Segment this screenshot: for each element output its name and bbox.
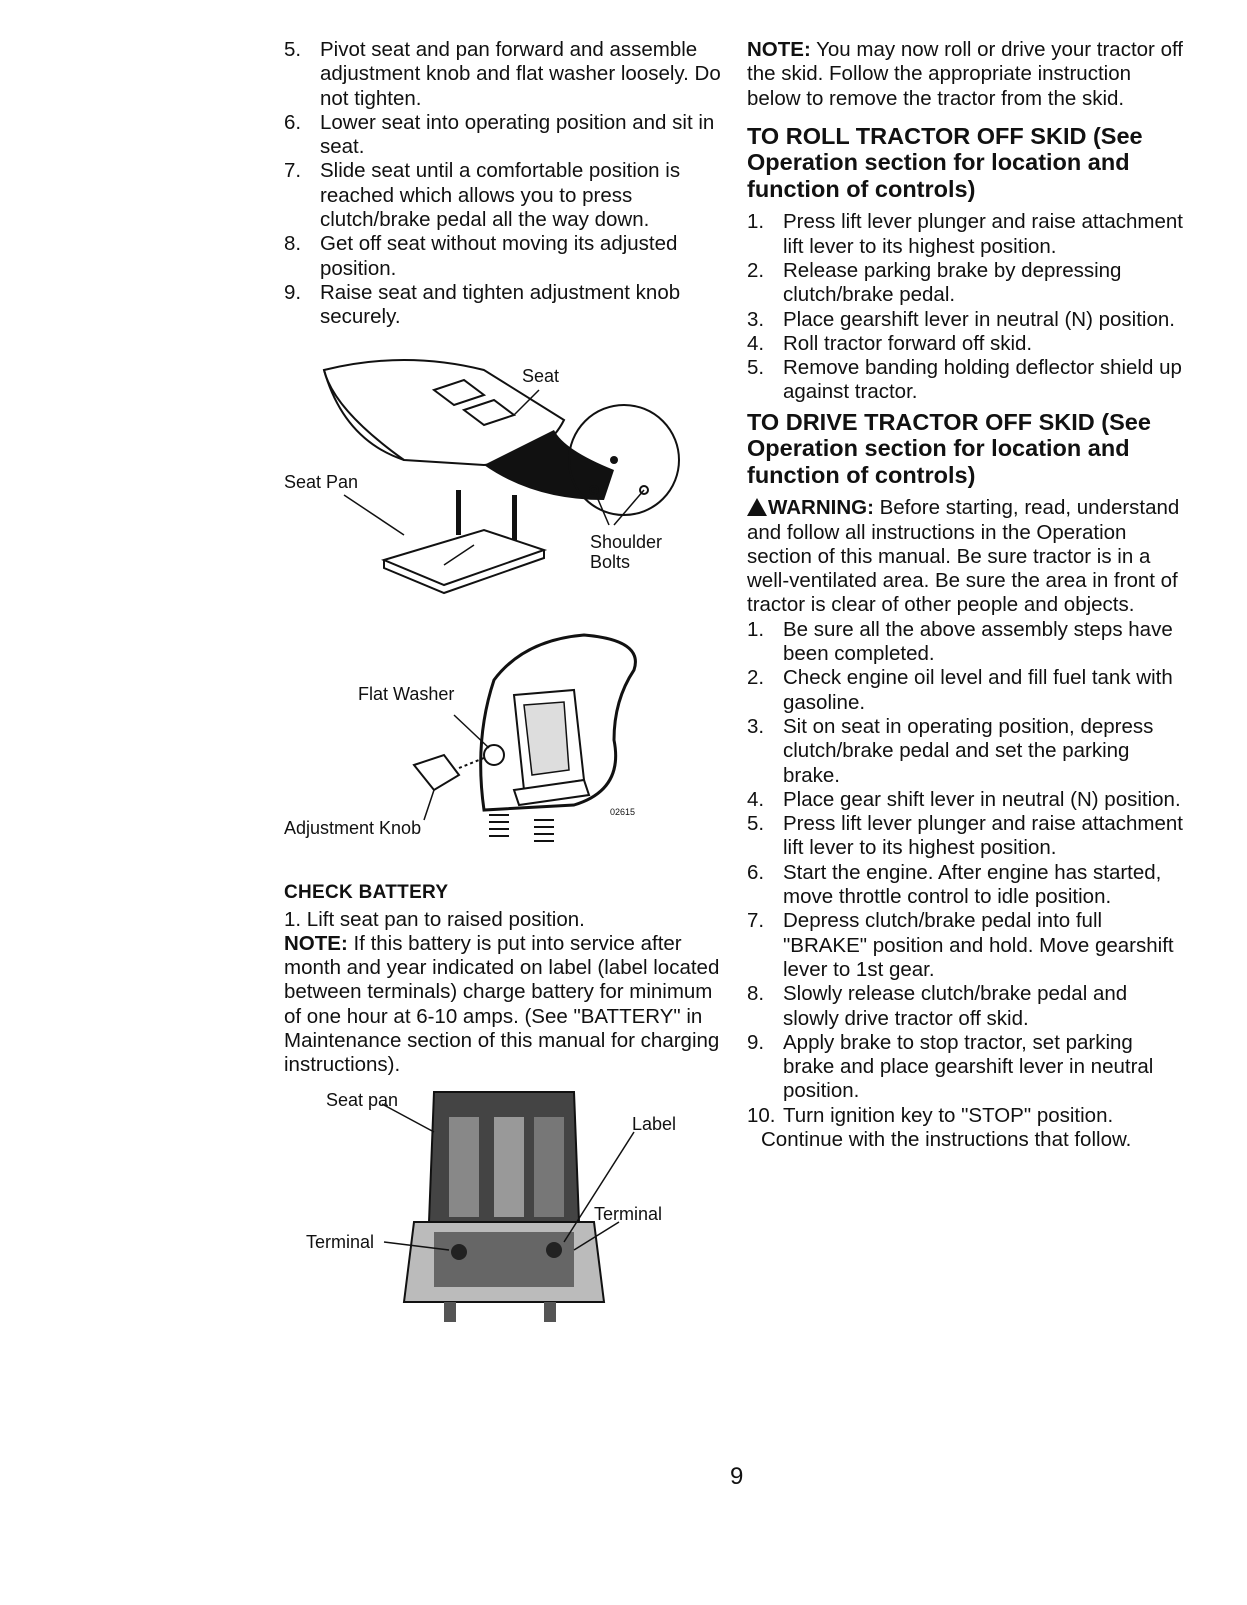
list-item: 7. Slide seat until a comfortable position is reached which allows you to press clutch/brake pedal all the way down. xyxy=(284,159,681,232)
list-item: 1. Be sure all the above assembly steps have been completed. xyxy=(747,617,1173,666)
continue-text: Continue with the instructions that follow. xyxy=(761,1127,1132,1151)
label-adjustment-knob: Adjustment Knob xyxy=(284,817,422,838)
check-battery-section xyxy=(284,882,724,1078)
list-item: 9. Raise seat and tighten adjustment knob securely. xyxy=(284,280,681,329)
list-item: 5. Pivot seat and pan forward and assemble adjustment knob and flat washer loosely. Do not tighten. xyxy=(284,38,721,110)
list-item: 10. Turn ignition key to "STOP" position. xyxy=(747,1103,1114,1127)
roll-off-skid-heading: TO ROLL TRACTOR OFF SKID (See Operation section for location and function of controls) xyxy=(747,122,1143,202)
list-item: 4. Roll tractor forward off skid. xyxy=(747,331,1033,355)
list-item: 8. Get off seat without moving its adjusted position. xyxy=(284,232,678,280)
right-column xyxy=(747,38,1187,1152)
roll-off-skid-steps xyxy=(747,210,1187,404)
check-battery-step: 1. Lift seat pan to raised position. xyxy=(284,907,585,931)
label-shoulder-bolts: Shoulder Bolts xyxy=(590,531,663,572)
label-seat-pan-battery: Seat pan xyxy=(326,1089,399,1110)
skid-note: NOTE: You may now roll or drive your tractor off the skid. Follow the appropriate instruction below to remove the tractor from the skid. xyxy=(747,38,1183,110)
check-battery-heading: CHECK BATTERY xyxy=(284,881,449,903)
label-flat-washer: Flat Washer xyxy=(358,683,455,704)
drive-off-skid-steps xyxy=(747,618,1187,1128)
left-column xyxy=(284,38,724,1332)
adjustment-knob-figure xyxy=(284,620,724,870)
list-item: 6. Start the engine. After engine has started, move throttle control to idle position. xyxy=(747,860,1162,909)
label-terminal-right: Terminal xyxy=(594,1203,663,1224)
figure-code: 02615 xyxy=(610,806,636,817)
label-label: Label xyxy=(632,1113,677,1134)
list-item: 3. Sit on seat in operating position, depress clutch/brake pedal and set the parking brake. xyxy=(747,714,1154,787)
list-item: 2. Release parking brake by depressing clutch/brake pedal. xyxy=(747,258,1122,307)
label-terminal-left: Terminal xyxy=(306,1231,375,1252)
list-item: 1. Press lift lever plunger and raise attachment lift lever to its highest position. xyxy=(747,210,1183,258)
list-item: 8. Slowly release clutch/brake pedal and slowly drive tractor off skid. xyxy=(747,982,1128,1030)
list-item: 5. Press lift lever plunger and raise attachment lift lever to its highest position. xyxy=(747,812,1183,860)
page-number: 9 xyxy=(730,1463,744,1490)
list-item: 3. Place gearshift lever in neutral (N) position. xyxy=(747,307,1175,331)
label-seat-pan: Seat Pan xyxy=(284,471,359,492)
warning-paragraph: WARNING: Before starting, read, understand and follow all instructions in the Operation section of this manual. Be sure tractor is in a well-ventilated area. Be sure the area in front of tractor is clear of other people and objects. xyxy=(747,496,1180,617)
list-item: 2. Check engine oil level and fill fuel tank with gasoline. xyxy=(747,666,1173,714)
list-item: 5. Remove banding holding deflector shield up against tractor. xyxy=(747,356,1182,404)
seat-pan-figure xyxy=(284,350,724,610)
label-seat: Seat xyxy=(522,365,560,386)
check-battery-note: NOTE: If this battery is put into service after month and year indicated on label (label located between terminals) charge battery for minimum of one hour at 6-10 amps. (See "BATTERY" in Maintenance section of this manual for charging instructions). xyxy=(284,931,720,1077)
seat-adjust-steps xyxy=(284,38,724,330)
warning-icon xyxy=(747,498,767,516)
list-item: 9. Apply brake to stop tractor, set parking brake and place gearshift lever in neutral position. xyxy=(747,1030,1154,1103)
list-item: 4. Place gear shift lever in neutral (N) position. xyxy=(747,787,1181,811)
list-item: 7. Depress clutch/brake pedal into full "BRAKE" position and hold. Move gearshift lever to 1st gear. xyxy=(747,909,1174,981)
list-item: 6. Lower seat into operating position and sit in seat. xyxy=(284,110,715,159)
battery-figure xyxy=(284,1082,724,1332)
drive-off-skid-heading: TO DRIVE TRACTOR OFF SKID (See Operation section for location and function of controls) xyxy=(747,408,1151,488)
